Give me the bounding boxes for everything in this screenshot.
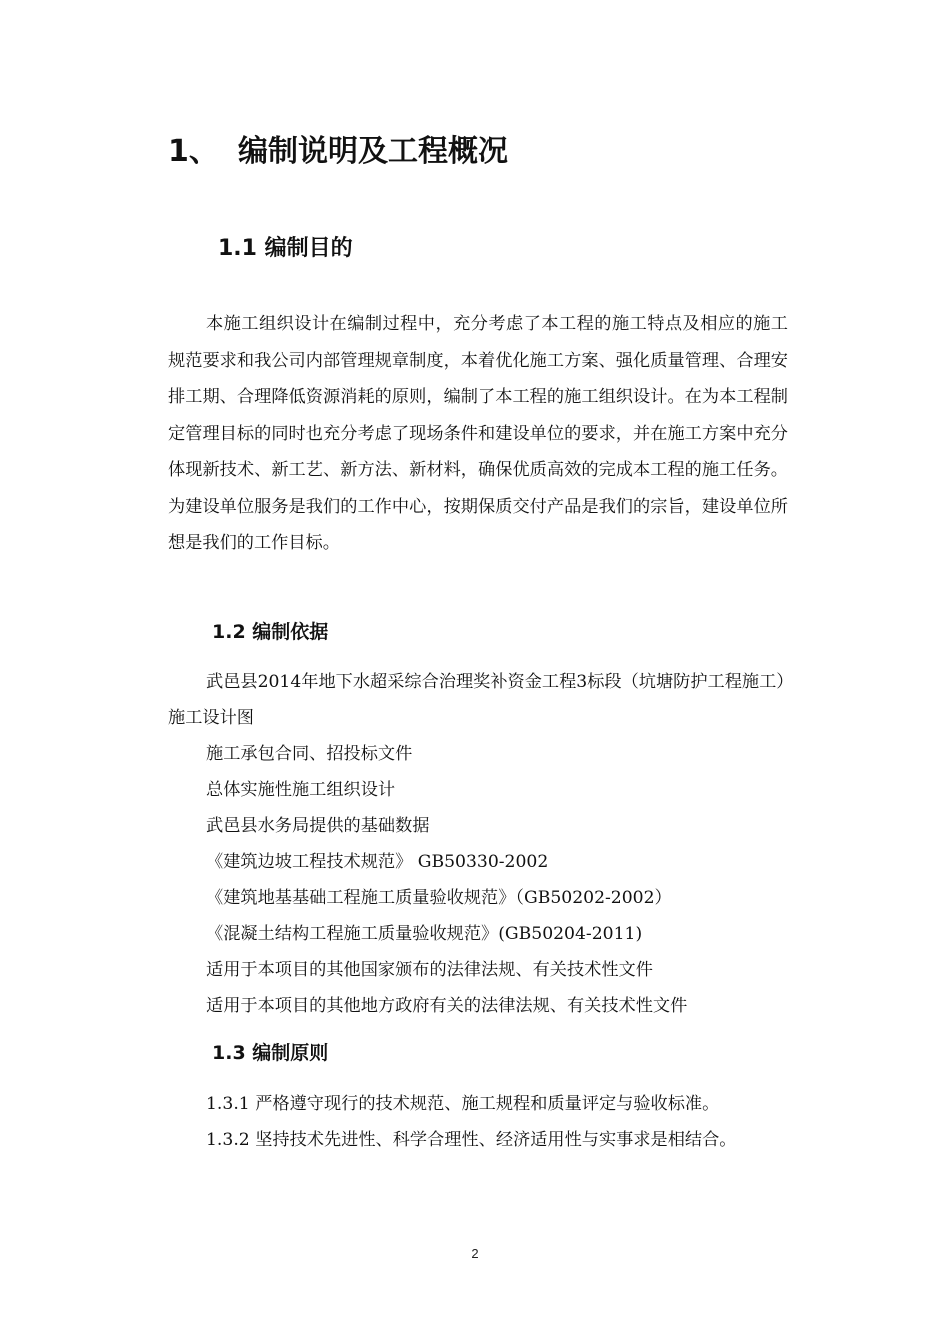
list-item: 施工承包合同、招投标文件 — [206, 744, 413, 764]
section-1-3-list — [168, 1086, 788, 1158]
page-number: 2 — [471, 1246, 479, 1261]
chapter-heading — [168, 128, 508, 176]
chapter-number: 1、 — [168, 134, 219, 169]
list-item: 《建筑边坡工程技术规范》 GB50330-2002 — [206, 852, 549, 872]
list-item: 总体实施性施工组织设计 — [206, 780, 396, 800]
section-1-3-heading: 1.3 编制原则 — [212, 1042, 329, 1064]
list-item: 《建筑地基基础工程施工质量验收规范》（GB50202-2002） — [206, 888, 672, 908]
chapter-title: 编制说明及工程概况 — [238, 134, 508, 169]
list-item: 武邑县水务局提供的基础数据 — [206, 816, 430, 836]
section-1-2-heading: 1.2 编制依据 — [212, 621, 329, 643]
list-item: 武邑县2014年地下水超采综合治理奖补资金工程3标段（坑塘防护工程施工）施工设计图 — [168, 672, 785, 728]
section-1-1-heading: 1.1 编制目的 — [218, 236, 353, 261]
list-item: 适用于本项目的其他地方政府有关的法律法规、有关技术性文件 — [206, 996, 688, 1016]
list-item: 适用于本项目的其他国家颁布的法律法规、有关技术性文件 — [206, 960, 653, 980]
section-1-2-list — [168, 664, 788, 1024]
list-item: 《混凝土结构工程施工质量验收规范》(GB50204-2011) — [206, 924, 643, 944]
section-1-1-paragraph: 本施工组织设计在编制过程中，充分考虑了本工程的施工特点及相应的施工规范要求和我公司内部管理规章制度，本着优化施工方案、强化质量管理、合理安排工期、合理降低资源消耗的原则，编制了本工程的施工组织设计。在为本工程制定管理目标的同时也充分考虑了现场条件和建设单位的要求，并在施工方案中充分体现新技术、新工艺、新方法、新材料，确保优质高效的完成本工程的施工任务。为建设单位服务是我们的工作中心，按期保质交付产品是我们的宗旨，建设单位所想是我们的工作目标。 — [168, 314, 788, 553]
list-item: 1.3.1 严格遵守现行的技术规范、施工规程和质量评定与验收标准。 — [206, 1094, 720, 1114]
list-item: 1.3.2 坚持技术先进性、科学合理性、经济适用性与实事求是相结合。 — [206, 1130, 737, 1150]
